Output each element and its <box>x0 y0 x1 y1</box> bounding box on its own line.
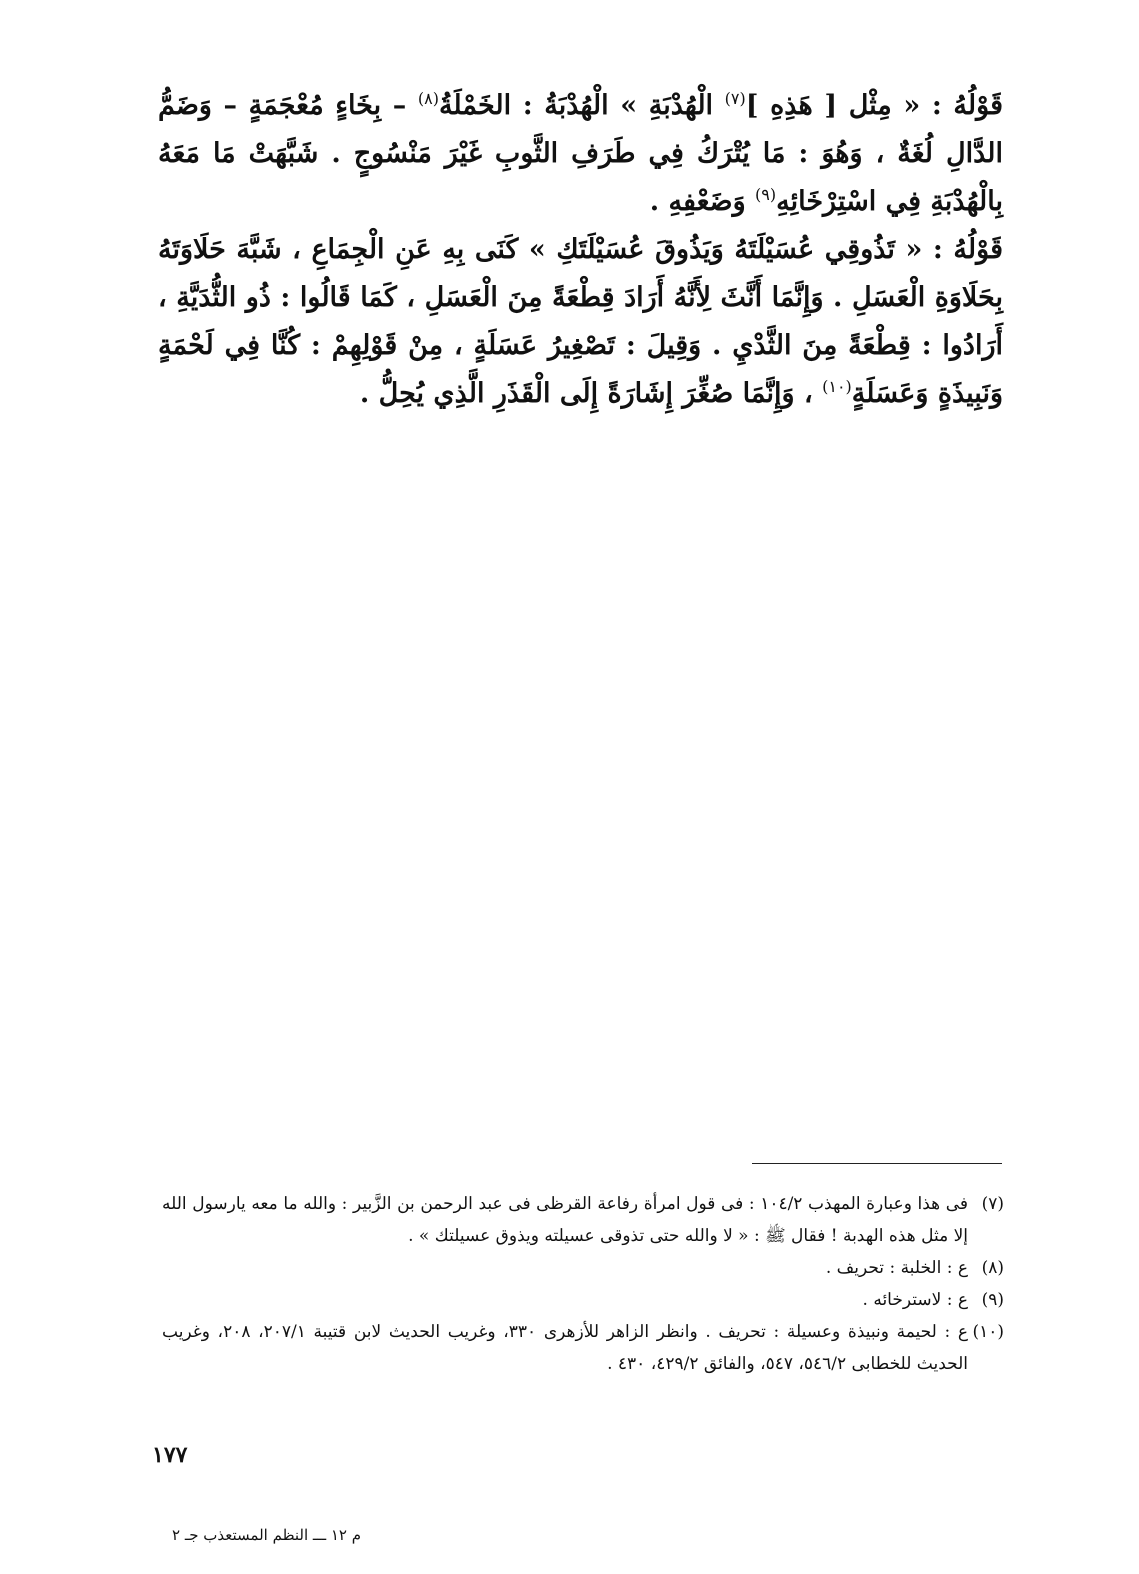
footnote-number: (٩) <box>981 1290 1004 1310</box>
footnote-ref-9: (٩) <box>755 185 777 204</box>
footnote-ref-8: (٨) <box>417 89 439 108</box>
paragraph-1-text-middle: الْهُدْبَةِ » الْهُدْبَةُ : الخَمْلَةُ <box>438 90 725 121</box>
paragraph-1-text-after: – بِخَاءٍ مُعْجَمَةٍ – وَضَمُّ الدَّالِ لُغَةٌ ، وَهُوَ : مَا يُتْرَكُ فِي طَرَفِ الثَّوبِ غَيْرَ مَنْسُوجٍ . شَبَّهَتْ مَا مَعَهُ بِالْهُدْبَةِ فِي اسْتِرْخَائِهِ <box>158 90 1003 217</box>
footnote-8 <box>162 1252 1004 1284</box>
main-paragraph-2 <box>158 226 1003 418</box>
paragraph-2-text-start: قَوْلُهُ : « تَذُوقِي عُسَيْلَتَهُ وَيَذُوقَ عُسَيْلَتَكِ » كَنَى بِهِ عَنِ الْجِمَاعِ ، شَبَّهَ حَلَاوَتَهُ بِحَلَاوَةِ الْعَسَلِ . وَإِنَّمَا أَنَّثَ لِأَنَّهُ أَرَادَ قِطْعَةً مِنَ الْعَسَلِ ، كَمَا قَالُوا : ذُو الثُّدَيَّةِ ، أَرَادُوا : قِطْعَةً مِنَ الثَّدْيِ . وَقِيلَ : تَصْغِيرُ عَسَلَةٍ ، مِنْ قَوْلِهِمْ : كُنَّا فِي لَحْمَةٍ وَنَبِيذَةٍ وَعَسَلَةٍ <box>158 234 1003 409</box>
printer-signature: م ١٢ ـــ النظم المستعذب جـ ٢ <box>172 1526 362 1544</box>
paragraph-2-text-end: ، وَإِنَّمَا صُغِّرَ إِشَارَةً إِلَى الْقَذَرِ الَّذِي يُحِلُّ . <box>359 378 823 409</box>
footnote-7 <box>162 1188 1004 1252</box>
footnote-9 <box>162 1284 1004 1316</box>
footnote-ref-10: (١٠) <box>822 377 852 396</box>
footnote-ref-7: (٧) <box>724 89 746 108</box>
paragraph-1-text-start: قَوْلُهُ : « مِثْل [ هَذِهِ ] <box>745 90 1003 121</box>
footnote-text: ع : لاسترخائه . <box>862 1290 968 1310</box>
page-number: ١٧٧ <box>152 1442 188 1468</box>
footnote-number: (١٠) <box>972 1322 1004 1342</box>
footnote-separator-line <box>752 1163 1002 1164</box>
footnote-text: ع : لحيمة ونبيذة وعسيلة : تحريف . وانظر الزاهر للأزهرى ٣٣٠، وغريب الحديث لابن قتيبة ٢٠٧/١، ٢٠٨، وغريب الحديث للخطابى ٥٤٦/٢، ٥٤٧، والفائق ٤٢٩/٢، ٤٣٠ . <box>162 1322 969 1374</box>
footnote-number: (٨) <box>981 1258 1004 1278</box>
main-text-body <box>158 82 1003 418</box>
footnote-number: (٧) <box>981 1194 1004 1214</box>
footnote-10 <box>162 1316 1004 1380</box>
footnote-text: ع : الخلبة : تحريف . <box>825 1258 968 1278</box>
footnote-text: فى هذا وعبارة المهذب ١٠٤/٢ : فى قول امرأة رفاعة القرظى فى عبد الرحمن بن الزَّبير : والله ما معه يارسول الله إلا مثل هذه الهدبة ! فقال ﷺ : « لا والله حتى تذوقى عسيلته ويذوق عسيلتك » . <box>162 1194 968 1246</box>
main-paragraph-1 <box>158 82 1003 226</box>
paragraph-1-text-end: وَضَعْفِهِ . <box>649 186 756 217</box>
footnotes-section <box>162 1188 1004 1380</box>
